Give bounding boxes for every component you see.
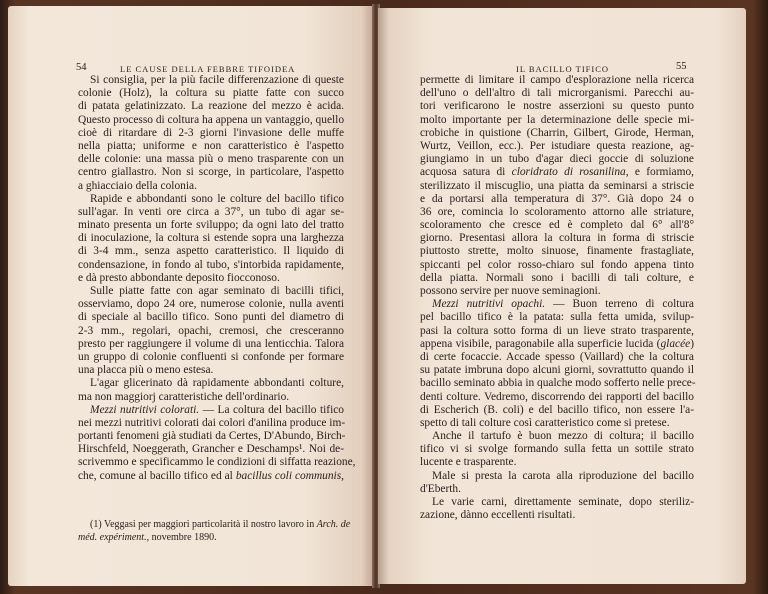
text-line: [420, 430, 694, 443]
italic-span: Mezzi nutritivi opachi.: [432, 298, 546, 311]
italic-span: Mezzi nutritivi colorati.: [90, 403, 200, 416]
text-line: [78, 430, 344, 443]
text-line: [420, 470, 694, 483]
text-span: di certe focaccie. Accade spesso (Vaillard) che la coltura: [420, 350, 694, 363]
text-span: acquosa satura di: [420, 166, 512, 179]
text-line: [420, 377, 694, 390]
text-span: molto importante per la determinazione delle specie mi-: [420, 113, 694, 126]
text-span: 36 ore, comincia lo scoloramento attorno alle striature,: [420, 205, 694, 218]
text-line: [78, 74, 344, 87]
text-line: [78, 311, 344, 324]
text-span: , e formiamo,: [625, 166, 694, 179]
text-span: minato presenta un forte sviluppo; da ogni lato del tratto: [78, 219, 344, 232]
text-line: [420, 483, 694, 496]
text-span: zazione, dànno eccellenti risultati.: [420, 509, 576, 522]
text-line: [78, 417, 344, 430]
text-line: [420, 285, 694, 298]
text-line: [420, 245, 694, 258]
text-line: [78, 325, 344, 338]
right-page: [378, 8, 746, 584]
text-line: [420, 496, 694, 509]
text-span: nella piatta; uniforme e non caratteristico è l'aspetto: [78, 139, 344, 152]
text-span: delle colonie: una massa più o meno trasparente con un: [78, 153, 344, 166]
text-line: [78, 532, 344, 545]
text-line: [78, 87, 344, 100]
text-line: [420, 232, 694, 245]
text-span: ma non maggiorj caratteristiche dell'ordinario.: [78, 390, 290, 403]
text-line: [420, 114, 694, 127]
text-line: [420, 87, 694, 100]
text-span: Hirschfeld, Noeggerath, Grancher e Deschamps¹. Noi de-: [78, 443, 344, 456]
text-span: , novembre 1890.: [146, 532, 217, 544]
text-line: [420, 219, 694, 232]
body-text: [78, 74, 356, 483]
text-span: presto per raggiungere il volume di una lenticchia. Talora: [78, 337, 344, 350]
text-line: [420, 351, 694, 364]
text-span: pasi la coltura sotto forma di un lieve strato trasparente,: [420, 324, 694, 337]
text-span: — Buon terreno di coltura: [545, 298, 694, 311]
text-line: [420, 193, 694, 206]
body-text: [420, 74, 694, 522]
text-line: [420, 404, 694, 417]
text-span: di Escherich (B. coli) e del bacillo tifico, non essere l'a-: [420, 403, 694, 416]
italic-span: cloridrato di rosanilina: [511, 166, 626, 179]
text-span: Le varie carni, direttamente seminate, dopo steriliz-: [432, 496, 694, 508]
text-line: [420, 338, 694, 351]
text-span: di speciale al bacillo tifico. Sono punti del diametro di: [78, 311, 344, 324]
text-span: tifico vi si svolge formando sulla fetta un sottile strato: [420, 443, 694, 456]
left-page: [8, 6, 376, 586]
text-line: [420, 443, 694, 456]
text-span: L'agar glicerinato dà rapidamente abbondanti colture,: [90, 377, 344, 390]
text-span: colonie (Holz), la coltura su piatte fatte con succo: [78, 87, 344, 100]
text-line: [78, 519, 351, 532]
text-line: [78, 245, 344, 258]
text-span: di patata gelatinizzato. La reazione del mezzo è acida.: [78, 100, 344, 113]
text-span: un gruppo di colonie confluenti si confonde per formare: [78, 350, 344, 363]
page-number: 54: [76, 62, 87, 73]
text-span: 2-3 mm., regolari, opachi, cremosi, che cresceranno: [78, 324, 344, 337]
text-line: [420, 100, 694, 113]
text-span: di inoculazione, la coltura si estende sopra una larghezza: [78, 232, 344, 245]
footnote: [78, 519, 351, 545]
text-line: [78, 153, 344, 166]
text-span: Questo processo di coltura ha appena un vantaggio, quello: [78, 113, 345, 126]
text-span: sull'agar. In venti ore circa a 37°, un tubo di agar se-: [78, 205, 344, 218]
text-line: [78, 180, 344, 193]
text-span: cioè di ritardare di 2-3 giorni l'invasione delle muffe: [78, 126, 344, 139]
text-line: [420, 206, 694, 219]
text-line: [420, 74, 694, 87]
text-line: [78, 232, 344, 245]
text-span: appena visibile, paragonabile alla superficie lucida (: [420, 337, 661, 350]
italic-span: glacée: [660, 337, 691, 350]
text-line: [78, 443, 344, 456]
text-span: nei mezzi nutritivi colorati dai colori d'anilina produce im-: [78, 416, 346, 429]
text-line: [78, 259, 344, 272]
text-span: giorno. Presentasi allora la coltura in forma di striscie: [420, 232, 694, 245]
text-line: [78, 219, 344, 232]
text-span: Wurtz, Veillon, ecc.). Per istudiare questa reazione, ag-: [420, 139, 694, 152]
text-span: ): [690, 337, 694, 350]
text-line: [420, 298, 694, 311]
text-span: permette di limitare il campo d'esplorazione nella ricerca: [420, 74, 694, 86]
text-span: spiccanti pel color rosso-chiaro sul fondo appena tinto: [420, 258, 694, 271]
text-span: e dà presto abbondante deposito fiocconoso.: [78, 271, 280, 284]
text-span: Male si presta la carota alla riproduzione del bacillo: [432, 469, 694, 482]
text-span: crobiche in quistione (Charrin, Gilbert, Girode, Herman,: [420, 126, 694, 139]
text-line: [78, 206, 344, 219]
running-head: IL BACILLO TIFICO: [516, 64, 610, 74]
text-line: [78, 140, 344, 153]
text-line: [78, 285, 344, 298]
text-line: [78, 298, 344, 311]
text-line: [420, 364, 694, 377]
text-span: giungiamo in un tubo d'agar dieci goccie di soluzione: [420, 153, 694, 166]
text-line: [78, 377, 344, 390]
text-line: [78, 193, 344, 206]
italic-span: bacillus coli communis,: [235, 469, 345, 482]
text-span: scrivemmo e specificammo le condizioni di siffatta reazione,: [78, 456, 356, 469]
text-line: [420, 127, 694, 140]
text-line: [78, 127, 344, 140]
text-span: e da portarsi alla temperatura di 37°. Già dopo 24 o: [420, 192, 694, 205]
text-line: [78, 272, 344, 285]
text-span: una placca più o meno estesa.: [78, 364, 214, 377]
text-line: [78, 470, 344, 483]
text-line: [420, 180, 694, 193]
text-span: Rapide e abbondanti sono le colture del bacillo tifico: [90, 192, 344, 205]
text-span: — La coltura del bacillo tifico: [199, 403, 344, 416]
text-span: di 3-4 mm., senza aspetto caratteristico. Il liquido di: [78, 245, 344, 258]
text-span: scoloramento che cresce ed è completo dal 6° all'8°: [420, 219, 694, 232]
text-line: [420, 417, 694, 430]
text-line: [420, 456, 694, 469]
text-line: [78, 166, 344, 179]
text-line: [420, 391, 694, 404]
text-line: [420, 153, 694, 166]
text-line: [78, 391, 344, 404]
italic-span: méd. expériment.: [78, 532, 147, 544]
text-span: Si consiglia, per la più facile differenzazione di queste: [90, 74, 344, 86]
text-line: [420, 166, 694, 179]
text-span: tori verificarono le nostre asserzioni su questo punto: [420, 100, 694, 113]
text-line: [420, 140, 694, 153]
text-span: dell'uno o dell'altro di tali microrganismi. Parecchi au-: [420, 87, 694, 100]
text-line: [420, 509, 694, 522]
text-line: [78, 100, 344, 113]
text-line: [420, 259, 694, 272]
text-span: pel bacillo tifico è la patata: sulla fetta umida, svilup-: [420, 311, 694, 324]
text-span: denti colture. Vedremo, discorrendo dei rapporti del bacillo: [420, 390, 694, 403]
page-number: 55: [676, 61, 687, 72]
text-span: centro giallastro. Non si scorge, in particolare, l'aspetto: [78, 166, 344, 179]
text-line: [420, 311, 694, 324]
text-span: Sulle piatte fatte con agar seminato di bacilli tifici,: [90, 285, 344, 297]
text-line: [420, 325, 694, 338]
text-line: [78, 114, 344, 127]
text-span: bacillo seminato abbia in qualche modo sofferto nelle prece-: [420, 377, 696, 390]
running-head: LE CAUSE DELLA FEBBRE TIFOIDEA: [120, 64, 296, 74]
text-span: portanti fenomeni già studiati da Certes, D'Abundo, Birch-: [78, 430, 346, 443]
text-span: d'Eberth.: [420, 482, 461, 495]
text-span: lucente e trasparente.: [420, 456, 517, 469]
text-line: [78, 456, 356, 469]
text-span: a ghiacciaio della colonia.: [78, 179, 197, 192]
text-span: (1) Veggasi per maggiori particolarità il nostro lavoro in: [90, 519, 317, 530]
italic-span: Arch. de: [316, 519, 351, 530]
text-span: sterilizzato il miscuglio, una piatta da seminarsi a striscie: [420, 179, 694, 192]
text-span: su patate imbruna dopo alcuni giorni, sovrattutto quando il: [420, 364, 694, 377]
text-span: possono servire per nuove seminagioni.: [420, 285, 601, 297]
text-span: che, comune al bacillo tifico ed al: [78, 469, 236, 482]
text-line: [78, 351, 344, 364]
text-line: [78, 404, 344, 417]
text-span: piuttosto strette, molto sinuose, finamente frastagliate,: [420, 245, 694, 258]
text-span: spetto di tali colture così caratteristico come si pretese.: [420, 416, 670, 429]
text-span: della piatta. Normali sono i bacilli di tali colture, e: [420, 271, 694, 284]
text-span: osserviamo, dopo 24 ore, numerose colonie, nulla aventi: [78, 298, 344, 311]
text-line: [78, 364, 344, 377]
text-span: condensazione, in fondo al tubo, s'intorbida rapidamente,: [78, 258, 344, 271]
text-span: Anche il tartufo è buon mezzo di coltura; il bacillo: [432, 430, 694, 443]
text-line: [420, 272, 694, 285]
text-line: [78, 338, 344, 351]
